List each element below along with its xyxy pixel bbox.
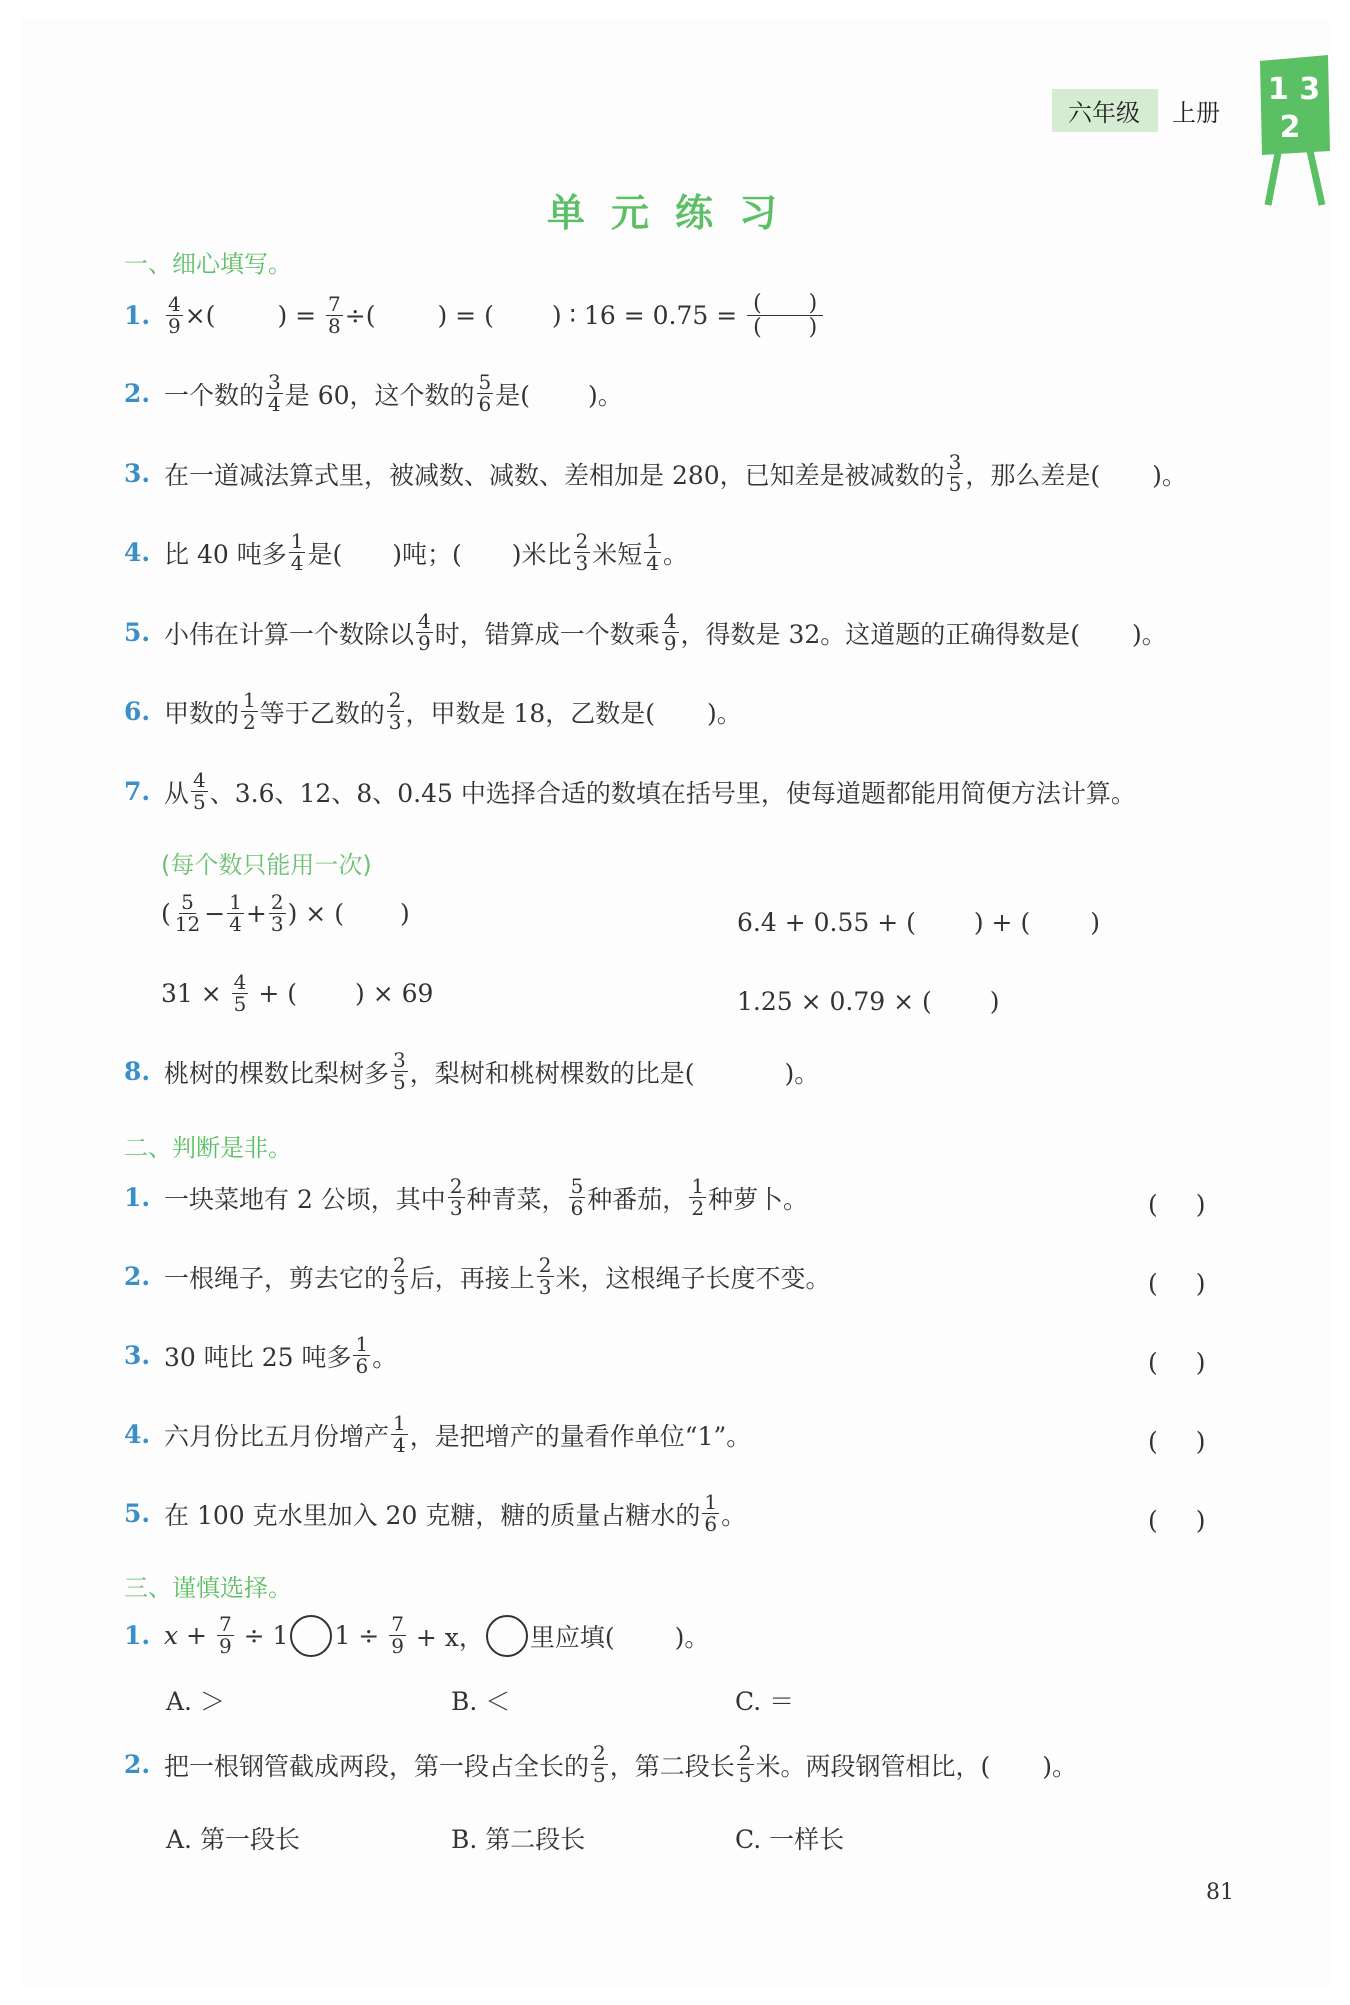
question-1-2: 2. 一个数的 $\frac{3}{4}$ 是 60，这个数的 $\frac{5}{6}$ 是( )。: [124, 370, 623, 416]
expression-1: ( $\frac{5}{12}$ − $\frac{1}{4}$ + $\frac{2}{3}$ ) × ( ): [161, 890, 410, 936]
choice-question-2: 2. 把一根钢管截成两段，第一段占全长的 $\frac{2}{5}$ ，第二段长 $\frac{2}{5}$ 米。两段钢管相比，( )。: [124, 1741, 1078, 1787]
fraction: $\frac{2}{3}$: [270, 890, 284, 936]
question-1-6: 6. 甲数的 $\frac{1}{2}$ 等于乙数的 $\frac{2}{3}$ ，甲数是 18，乙数是( )。: [124, 688, 742, 734]
fraction: $\frac{1}{4}$: [229, 890, 242, 936]
fraction: $\frac{1}{4}$: [646, 529, 659, 575]
section-heading-fill: 一、细心填写。: [124, 250, 292, 278]
fraction: $\frac{7}{9}$: [391, 1612, 404, 1658]
fraction: $\frac{2}{5}$: [593, 1741, 606, 1787]
judge-question-2: 2. 一根绳子，剪去它的 $\frac{2}{3}$ 后，再接上 $\frac{2}{3}$ 米，这根绳子长度不变。: [124, 1253, 831, 1299]
judge-question-3: 3. 30 吨比 25 吨多 $\frac{1}{6}$ 。: [124, 1332, 398, 1378]
fraction: $\frac{2}{3}$: [575, 529, 589, 575]
question-number: 8.: [124, 1057, 151, 1086]
page-number: 81: [1206, 1880, 1234, 1905]
compare-circle-blank[interactable]: [290, 1615, 332, 1657]
fraction: $\frac{2}{5}$: [738, 1741, 752, 1787]
judge-question-1: 1. 一块菜地有 2 公顷，其中 $\frac{2}{3}$ 种青菜， $\frac{5}{6}$ 种番茄， $\frac{1}{2}$ 种萝卜。: [124, 1174, 809, 1220]
question-number: 5.: [124, 1499, 151, 1528]
section-heading-choice: 三、谨慎选择。: [124, 1574, 292, 1602]
fraction: $\frac{2}{3}$: [449, 1174, 463, 1220]
judge-answer-box[interactable]: (): [1148, 1348, 1244, 1377]
fraction: $\frac{5}{6}$: [570, 1174, 584, 1220]
question-number: 4.: [124, 538, 151, 567]
question-number: 7.: [124, 777, 151, 806]
option-b[interactable]: B. 第二段长: [451, 1825, 586, 1854]
question-number: 5.: [124, 618, 151, 647]
fraction: $\frac{3}{4}$: [268, 370, 281, 416]
fraction: $\frac{7}{8}$: [328, 292, 341, 339]
question-1-7: 7. 从 $\frac{4}{5}$ 、3.6、12、8、0.45 中选择合适的数填在括号里，使每道题都能用简便方法计算。: [124, 768, 1136, 814]
choice-question-1: 1. x + $\frac{7}{9}$ ÷ 1 1 ÷ $\frac{7}{9}$ + x， 里应填( )。: [124, 1612, 710, 1658]
fraction: $\frac{3}{5}$: [948, 450, 962, 496]
question-1-5: 5. 小伟在计算一个数除以 $\frac{4}{9}$ 时，错算成一个数乘 $\frac{4}{9}$ ，得数是 32。这道题的正确得数是( )。: [124, 609, 1167, 655]
option-a[interactable]: A. ＞: [166, 1687, 225, 1716]
question-number: 1.: [124, 301, 151, 331]
fraction: $\frac{5}{6}$: [478, 370, 492, 416]
question-1-4: 4. 比 40 吨多 $\frac{1}{4}$ 是( )吨；( )米比 $\frac{2}{3}$ 米短 $\frac{1}{4}$ 。: [124, 529, 688, 575]
fraction: $\frac{1}{2}$: [243, 688, 256, 734]
fraction: $\frac{4}{5}$: [193, 768, 206, 814]
option-b[interactable]: B. ＜: [451, 1687, 511, 1716]
fraction: $\frac{1}{6}$: [704, 1490, 718, 1536]
expression-2: 6.4 + 0.55 + ( ) + ( ): [737, 908, 1100, 937]
fraction: $\frac{3}{5}$: [393, 1048, 406, 1094]
fraction: $\frac{1}{4}$: [290, 529, 304, 575]
fraction: $\frac{5}{12}$: [174, 890, 201, 936]
fraction: $\frac{2}{3}$: [393, 1253, 406, 1299]
fraction: $\frac{7}{9}$: [218, 1612, 232, 1658]
judge-answer-box[interactable]: (): [1148, 1427, 1244, 1456]
judge-answer-box[interactable]: (): [1148, 1506, 1244, 1535]
question-number: 3.: [124, 459, 151, 488]
fraction: $\frac{1}{4}$: [393, 1411, 406, 1457]
badge-bottom-text: 2: [1279, 110, 1301, 145]
question-number: 1.: [124, 1621, 151, 1650]
question-number: 3.: [124, 1341, 151, 1370]
judge-question-4: 4. 六月份比五月份增产 $\frac{1}{4}$ ，是把增产的量看作单位“1”。: [124, 1411, 752, 1457]
question-note: (每个数只能用一次): [161, 851, 372, 879]
judge-answer-box[interactable]: (): [1148, 1190, 1244, 1219]
fraction: $\frac{4}{9}$: [418, 609, 431, 655]
badge-top-text: 1 3: [1267, 72, 1321, 107]
judge-question-5: 5. 在 100 克水里加入 20 克糖，糖的质量占糖水的 $\frac{1}{6}$ 。: [124, 1490, 747, 1536]
grade-text: 六年级: [1052, 89, 1158, 132]
page-title: 单元练习: [546, 191, 803, 235]
question-number: 2.: [124, 379, 151, 408]
option-c[interactable]: C. ＝: [735, 1687, 795, 1716]
fraction: $\frac{2}{3}$: [388, 688, 402, 734]
fraction: $\frac{4}{9}$: [663, 609, 677, 655]
circle-symbol: [486, 1615, 528, 1657]
fraction: $\frac{4}{5}$: [233, 970, 247, 1016]
option-c[interactable]: C. 一样长: [735, 1825, 845, 1854]
fraction: $\frac{1}{6}$: [355, 1332, 369, 1378]
question-number: 6.: [124, 697, 151, 726]
question-number: 4.: [124, 1420, 151, 1449]
judge-answer-box[interactable]: (): [1148, 1269, 1244, 1298]
question-number: 2.: [124, 1750, 151, 1779]
header-grade-label: [1052, 90, 1220, 130]
expression-4: 1.25 × 0.79 × ( ): [737, 987, 1000, 1016]
answer-fraction-blank[interactable]: ( ) ( ): [747, 292, 823, 339]
fraction: $\frac{4}{9}$: [168, 292, 181, 339]
option-a[interactable]: A. 第一段长: [166, 1825, 300, 1854]
question-number: 1.: [124, 1183, 151, 1212]
fraction: $\frac{1}{2}$: [691, 1174, 705, 1220]
section-heading-judge: 二、判断是非。: [124, 1134, 292, 1162]
question-number: 2.: [124, 1262, 151, 1291]
question-1-3: 3. 在一道减法算式里，被减数、减数、差相加是 280，已知差是被减数的 $\frac{3}{5}$ ，那么差是( )。: [124, 450, 1187, 496]
volume-text: 上册: [1172, 98, 1220, 127]
expression-3: 31 × $\frac{4}{5}$ + ( ) × 69: [161, 970, 434, 1016]
question-1-8: 8. 桃树的棵数比梨树多 $\frac{3}{5}$ ，梨树和桃树棵数的比是( )。: [124, 1048, 820, 1094]
question-1-1: 1. $\frac{4}{9}$ ×( ) = $\frac{7}{8}$ ÷( ) = ( ) ∶ 16 = 0.75 = ( ) ( ): [124, 292, 825, 339]
fraction: $\frac{2}{3}$: [538, 1253, 552, 1299]
